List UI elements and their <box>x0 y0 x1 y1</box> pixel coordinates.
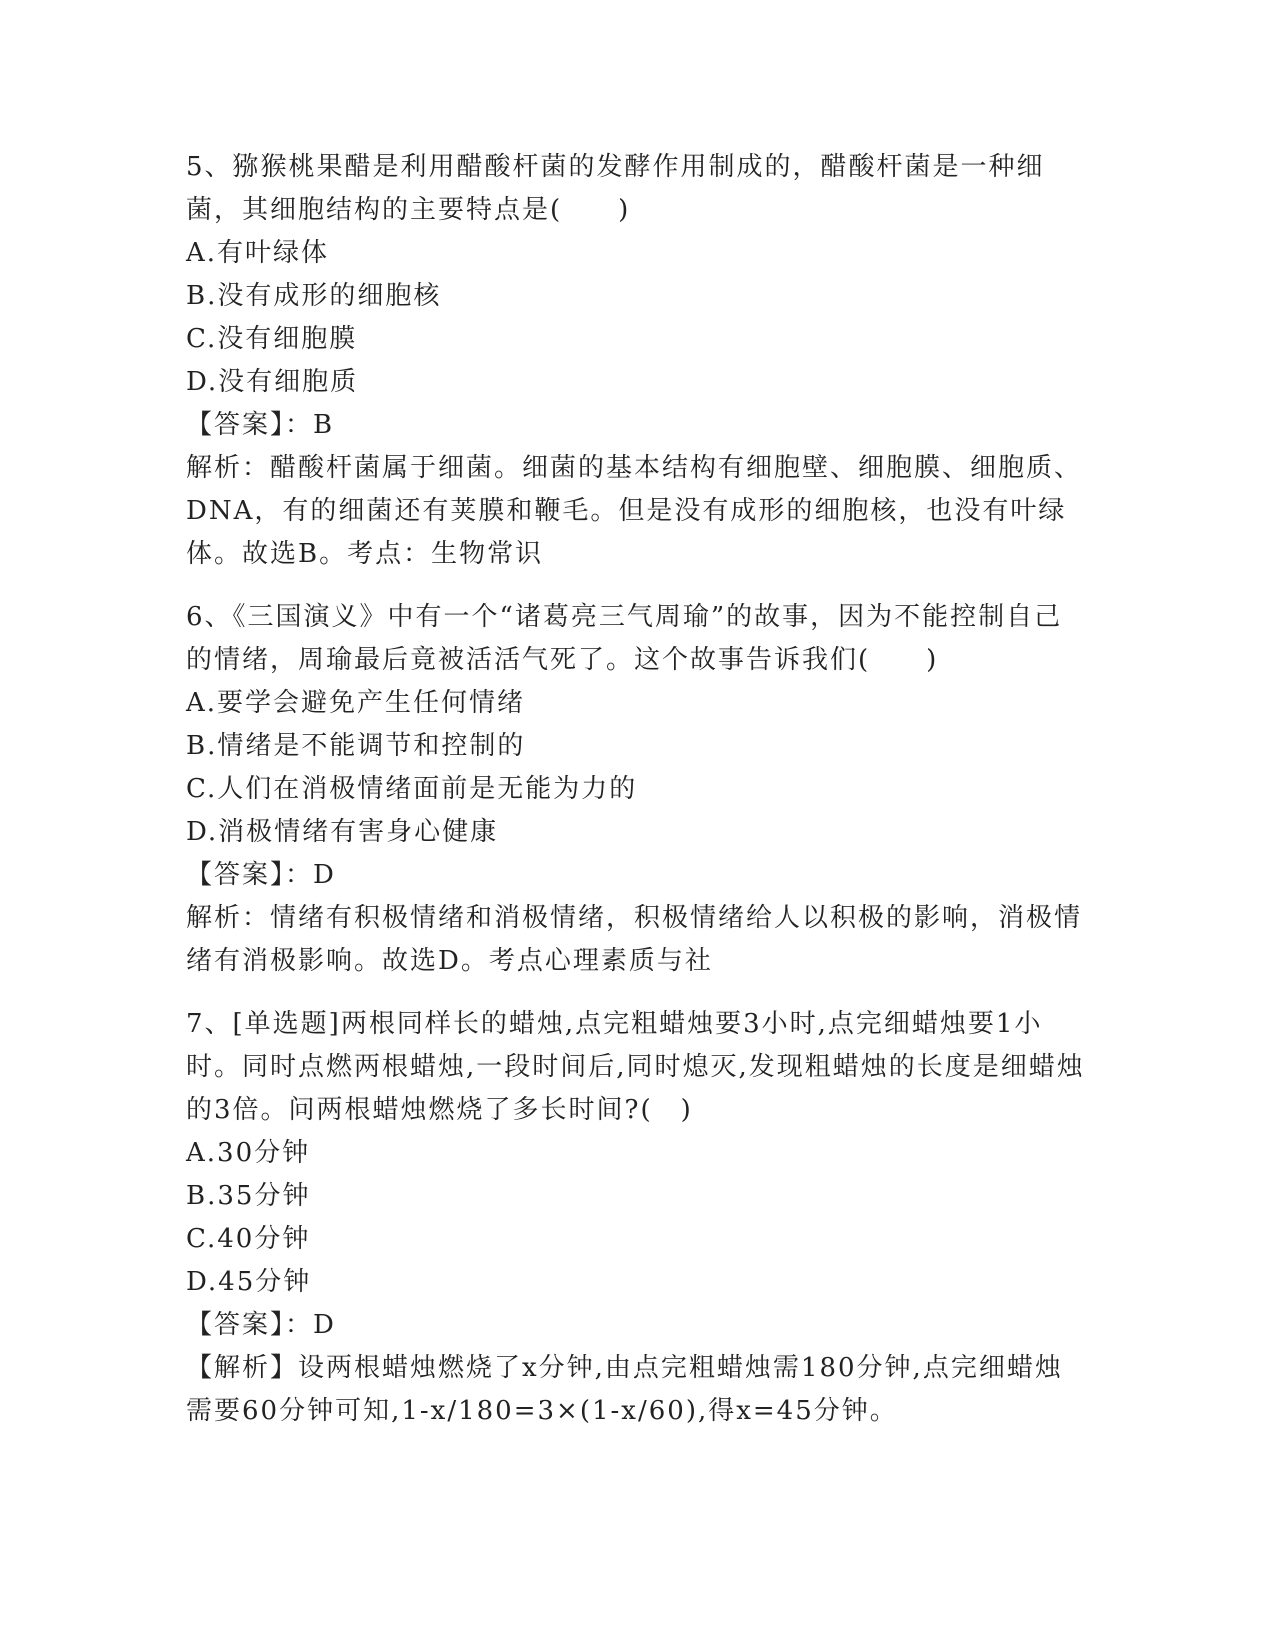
question-7 <box>186 1003 1086 1433</box>
question-stem: 7、[单选题]两根同样长的蜡烛,点完粗蜡烛要3小时,点完细蜡烛要1小时。同时点燃两根蜡烛,一段时间后,同时熄灭,发现粗蜡烛的长度是细蜡烛的3倍。问两根蜡烛燃烧了多长时间?( ) <box>186 1009 1085 1125</box>
explanation: 解析：醋酸杆菌属于细菌。细菌的基本结构有细胞壁、细胞膜、细胞质、DNA，有的细菌还有荚膜和鞭毛。但是没有成形的细胞核，也没有叶绿体。故选B。考点：生物常识 <box>186 453 1083 569</box>
question-stem: 6、《三国演义》中有一个“诸葛亮三气周瑜”的故事，因为不能控制自己的情绪，周瑜最后竟被活活气死了。这个故事告诉我们( ) <box>186 602 1063 675</box>
answer: 【答案】：B <box>186 410 335 440</box>
explanation: 【解析】设两根蜡烛燃烧了x分钟,由点完粗蜡烛需180分钟,点完细蜡烛需要60分钟可知,1-x/180=3×(1-x/60),得x=45分钟。 <box>186 1353 1063 1426</box>
option-d: D.45分钟 <box>186 1267 312 1297</box>
answer: 【答案】：D <box>186 1310 336 1340</box>
explanation: 解析：情绪有积极情绪和消极情绪，积极情绪给人以积极的影响，消极情绪有消极影响。故选D。考点心理素质与社 <box>186 903 1083 976</box>
question-5 <box>186 146 1086 576</box>
option-a: A.有叶绿体 <box>186 238 330 268</box>
option-d: D.没有细胞质 <box>186 367 359 397</box>
answer: 【答案】：D <box>186 860 336 890</box>
option-b: B.情绪是不能调节和控制的 <box>186 731 526 761</box>
option-b: B.没有成形的细胞核 <box>186 281 442 311</box>
document-page <box>186 146 1086 1453</box>
question-6 <box>186 596 1086 983</box>
option-b: B.35分钟 <box>186 1181 311 1211</box>
option-c: C.40分钟 <box>186 1224 311 1254</box>
question-stem: 5、猕猴桃果醋是利用醋酸杆菌的发酵作用制成的，醋酸杆菌是一种细菌，其细胞结构的主要特点是( ) <box>186 152 1045 225</box>
option-a: A.要学会避免产生任何情绪 <box>186 688 526 718</box>
option-c: C.没有细胞膜 <box>186 324 358 354</box>
option-c: C.人们在消极情绪面前是无能为力的 <box>186 774 638 804</box>
option-a: A.30分钟 <box>186 1138 311 1168</box>
option-d: D.消极情绪有害身心健康 <box>186 817 499 847</box>
